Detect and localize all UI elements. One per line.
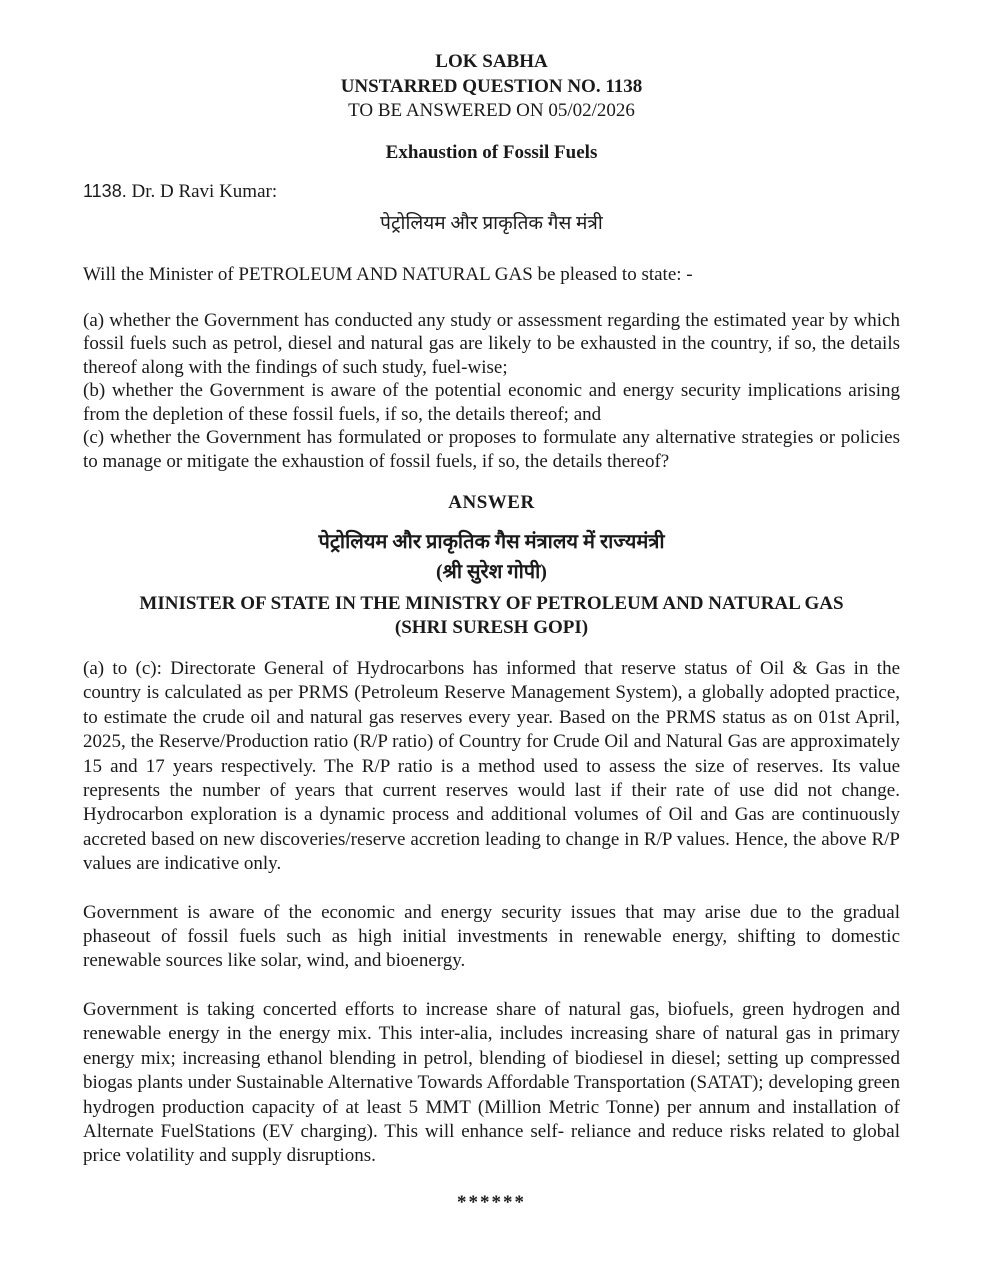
answer-date-line: TO BE ANSWERED ON 05/02/2026 [348, 100, 635, 121]
answer-paragraph-3: Government is taking concerted efforts to increase share of natural gas, biofuels, green hydrogen and renewable energy in the energy mix. This inter-alia, includes increasing share of natural gas in primary energy mix; increasing ethanol blending in petrol, blending of biodiesel in diesel; setting up compressed biogas plants under Sustainable Alternative Towards Affordable Transportation (SATAT); developing green hydrogen production capacity of at least 5 MMT (Million Metric Tonne) per annum and installation of Alternate FuelStations (EV charging). This will enhance self- reliance and reduce risks related to global price volatility and supply disruptions. [83, 998, 900, 1167]
question-part-c: (c) whether the Government has formulated or proposes to formulate any alternative strategies or policies to manage or mitigate the exhaustion of fossil fuels, if so, the details thereof? [83, 427, 900, 472]
answer-paragraph-2: Government is aware of the economic and energy security issues that may arise due to the gradual phaseout of fossil fuels such as high initial investments in renewable energy, shifting to domestic renewable sources like solar, wind, and bioenergy. [83, 901, 900, 972]
question-part-b: (b) whether the Government is aware of the potential economic and energy security implications arising from the depletion of these fossil fuels, if so, the details thereof; and [83, 380, 900, 425]
minister-name-hindi: (श्री सुरेश गोपी) [436, 561, 547, 583]
question-intro: Will the Minister of PETROLEUM AND NATURAL GAS be pleased to state: - [83, 263, 693, 285]
question-parts [83, 309, 900, 474]
question-part-a: (a) whether the Government has conducted any study or assessment regarding the estimated year by which fossil fuels such as petrol, diesel and natural gas are likely to be exhausted in the country, if so, the details thereof along with the findings of such study, fuel-wise; [83, 309, 900, 378]
question-asker-line [83, 179, 900, 204]
subject-title: Exhaustion of Fossil Fuels [385, 141, 598, 163]
document-header [83, 50, 900, 124]
minister-designation-hindi: पेट्रोलियम और प्राकृतिक गैस मंत्रालय में राज्यमंत्री [318, 531, 665, 553]
question-number: 1138. [83, 180, 127, 201]
end-of-document-marker: ****** [457, 1191, 526, 1213]
answer-heading: ANSWER [448, 492, 535, 513]
house-title: LOK SABHA [435, 51, 548, 72]
question-number-heading: UNSTARRED QUESTION NO. 1138 [340, 75, 643, 97]
question-asker: Dr. D Ravi Kumar: [131, 180, 278, 202]
minister-designation-english: MINISTER OF STATE IN THE MINISTRY OF PETROLEUM AND NATURAL GAS [139, 593, 844, 614]
ministry-name-hindi: पेट्रोलियम और प्राकृतिक गैस मंत्री [380, 212, 603, 234]
answer-paragraph-1: (a) to (c): Directorate General of Hydrocarbons has informed that reserve status of Oil & Gas in the country is calculated as per PRMS (Petroleum Reserve Management System), a globally adopted practice, to estimate the crude oil and natural gas reserves every year. Based on the PRMS status as on 01st April, 2025, the Reserve/Production ratio (R/P ratio) of Country for Crude Oil and Natural Gas are approximately 15 and 17 years respectively. The R/P ratio is a method used to assess the size of reserves. Its value represents the number of years that current reserves would last if their rate of use did not change. Hydrocarbon exploration is a dynamic process and additional volumes of Oil and Gas are continuously accreted based on new discoveries/reserve accretion leading to change in R/P values. Hence, the above R/P values are indicative only. [83, 658, 900, 875]
minister-name-english: (SHRI SURESH GOPI) [394, 617, 589, 638]
